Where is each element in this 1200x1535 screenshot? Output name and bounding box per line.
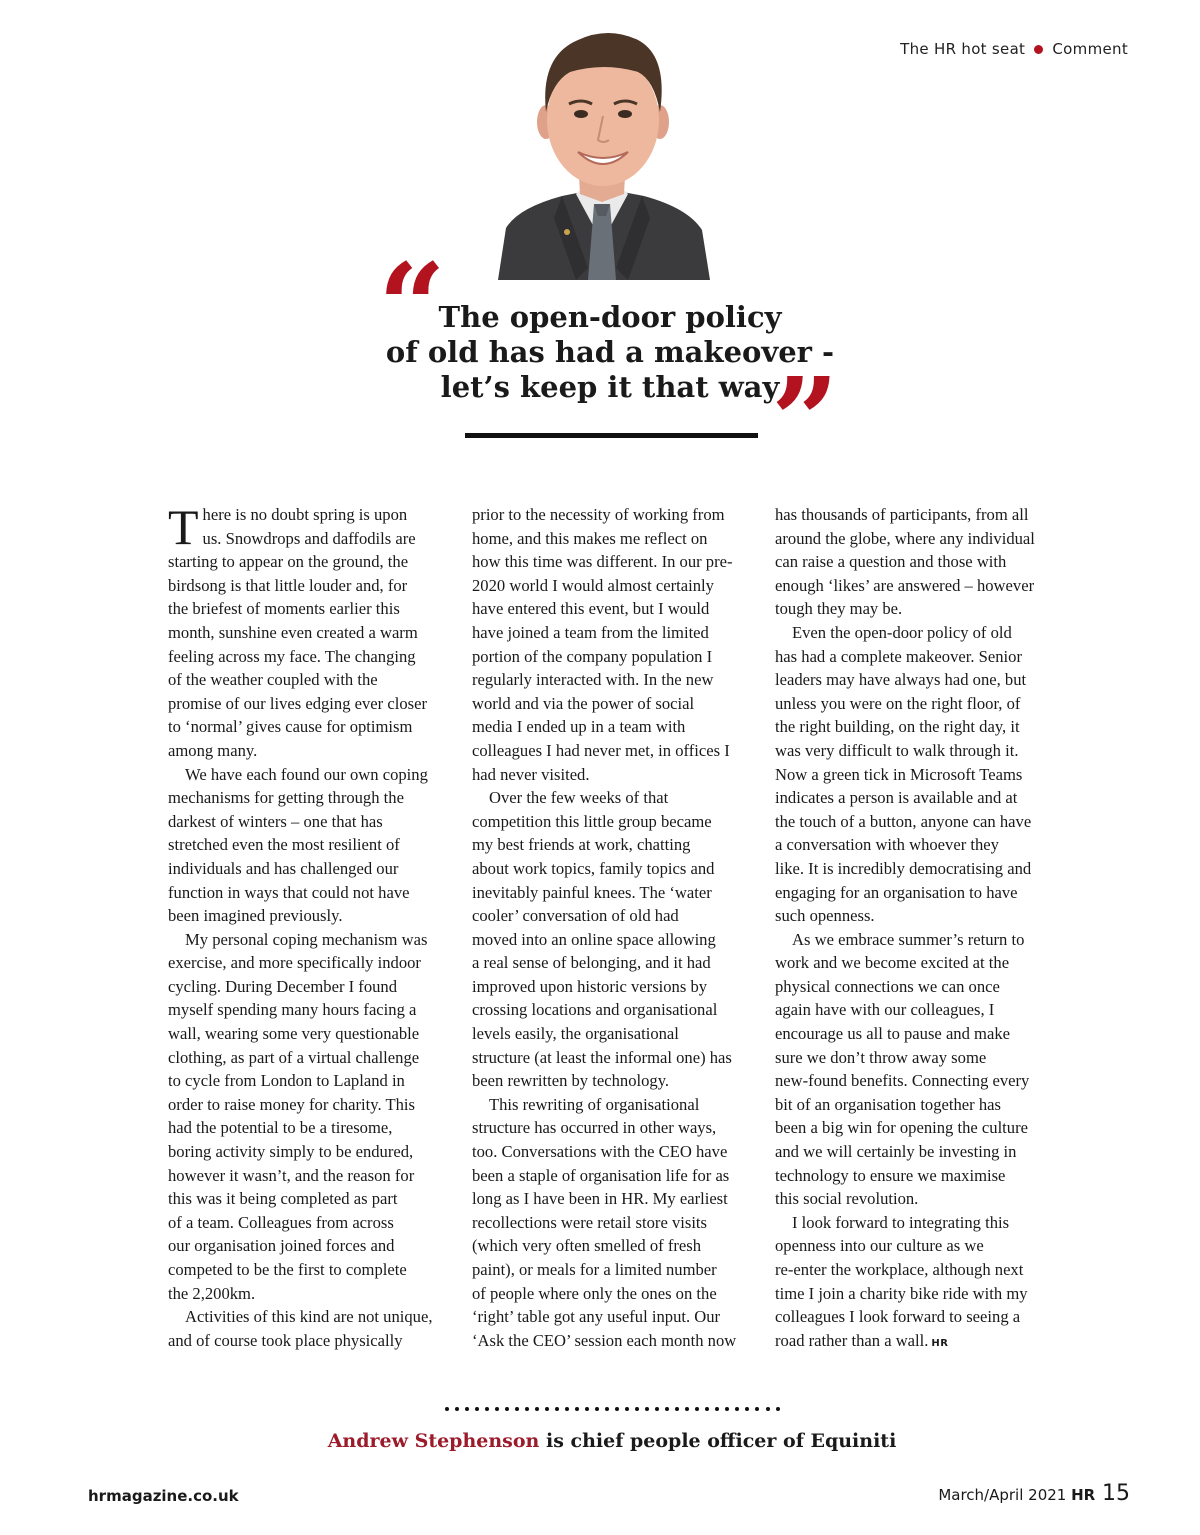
dotted-divider xyxy=(445,1407,780,1415)
article-paragraph xyxy=(775,1211,1060,1356)
pull-quote-rule xyxy=(465,433,758,438)
article-paragraph: As we embrace summer’s return to work and we become excited at the physical connections we can once again have with our colleagues, I encourage us all to pause and make sure we don’t throw away some new-found benefits. Connecting every bit of an organisation together has been a big win for opening the culture and we will certainly be investing in technology to ensure we maximise this social revolution. xyxy=(775,929,1030,1209)
article-paragraph xyxy=(168,499,453,763)
author-byline xyxy=(0,1430,1200,1452)
pull-quote-line: The open-door policy xyxy=(438,300,782,334)
running-head xyxy=(900,40,1128,58)
portrait-illustration xyxy=(470,18,735,280)
drop-cap: T xyxy=(168,499,199,555)
article-paragraph: prior to the necessity of working from home, and this makes me reflect on how this time was different. In our pre- 2020 world I would almost certainly have entered this event, but I would have joined a team from the limited portion of the company population I regularly interacted with. In the new world and via the power of social media I ended up in a team with colleagues I had never met, in offices I had never visited. xyxy=(472,505,733,784)
pull-quote-line: let’s keep it that way xyxy=(440,370,780,404)
article-column-1 xyxy=(168,499,453,1352)
paragraph-text: here is no doubt spring is upon us. Snowdrops and daffodils are starting to appear on the ground, the birdsong is that little louder and, for the briefest of moments earlier this month, sunshine even created a warm feeling across my face. The changing of the weather coupled with the promise of our lives edging ever closer to ‘normal’ gives cause for optimism among many. xyxy=(168,505,427,760)
article-paragraph: has thousands of participants, from all around the globe, where any individual can raise a question and those with enough ‘likes’ are answered – however tough they may be. xyxy=(775,505,1035,619)
red-dot-icon xyxy=(1034,45,1043,54)
article-paragraph: Activities of this kind are not unique, and of course took place physically xyxy=(168,1307,433,1350)
article-paragraph: Over the few weeks of that competition this little group became my best friends at work, chatting about work topics, family topics and inevitably painful knees. The ‘water cooler’ conversation of old had moved into an online space allowing a real sense of belonging, and it had improved upon historic versions by crossing locations and organisational levels easily, the organisational structure (at least the informal one) has been rewritten by technology. xyxy=(472,788,732,1091)
article-paragraph: Even the open-door policy of old has had a complete makeover. Senior leaders may have always had one, but unless you were on the right floor, of the right building, on the right day, it was very difficult to walk through it. Now a green tick in Microsoft Teams indicates a person is available and at the touch of a button, anyone can have a conversation with whoever they like. It is incredibly democratising and engaging for an organisation to have such openness. xyxy=(775,622,1032,926)
page-footer xyxy=(938,1481,1130,1506)
article-column-2 xyxy=(472,503,757,1352)
paragraph-text: I look forward to integrating this openness into our culture as we re-enter the workplace, although next time I join a charity bike ride with my colleagues I look forward to seeing a road rather than a wall. xyxy=(775,1212,1028,1350)
section-label: The HR hot seat xyxy=(900,40,1026,58)
author-portrait xyxy=(470,18,735,280)
magazine-logo: HR xyxy=(1071,1486,1096,1504)
category-label: Comment xyxy=(1052,40,1128,58)
website-link[interactable]: hrmagazine.co.uk xyxy=(88,1487,239,1505)
article-paragraph: This rewriting of organisational structure has occurred in other ways, too. Conversations with the CEO have been a staple of organisation life for as long as I have been in HR. My earliest recollections were retail store visits (which very often smelled of fresh paint), or meals for a limited number of people where only the ones on the ‘right’ table got any useful input. Our ‘Ask the CEO’ session each month now xyxy=(472,1094,737,1350)
article-paragraph: My personal coping mechanism was exercise, and more specifically indoor cycling. During December I found myself spending many hours facing a wall, wearing some very questionable clothing, as part of a virtual challenge to cycle from London to Lapland in order to raise money for charity. This had the potential to be a tiresome, boring activity simply to be endured, however it wasn’t, and the reason for this was it being completed as part of a team. Colleagues from across our organisation joined forces and competed to be the first to complete the 2,200km. xyxy=(168,929,428,1303)
close-quote-icon: ” xyxy=(771,351,839,490)
author-name: Andrew Stephenson xyxy=(327,1430,540,1452)
article-column-3 xyxy=(775,503,1060,1355)
issue-date: March/April 2021 xyxy=(938,1486,1067,1504)
page-number: 15 xyxy=(1102,1481,1130,1506)
author-role: is chief people officer of Equiniti xyxy=(539,1430,897,1452)
article-paragraph: We have each found our own coping mechanisms for getting through the darkest of winters – one that has stretched even the most resilient of individuals and has challenged our function in ways that could not have been imagined previously. xyxy=(168,764,428,926)
pull-quote-line: of old has had a makeover - xyxy=(385,335,835,369)
open-quote-icon: “ xyxy=(378,237,446,376)
hr-end-mark-icon: HR xyxy=(931,1337,949,1349)
